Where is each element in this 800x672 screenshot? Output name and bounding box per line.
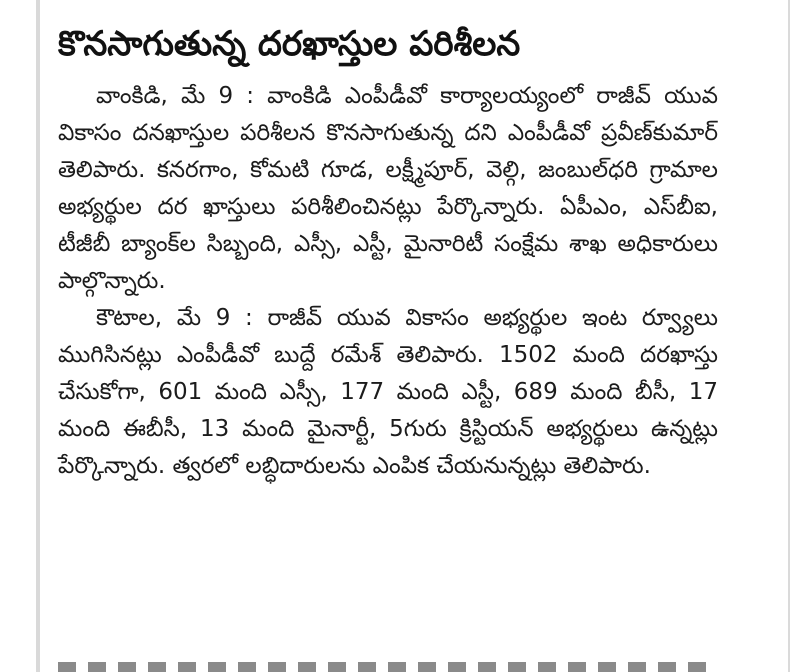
article-paragraph-kautala: కౌటాల, మే 9 : రాజీవ్ యువ వికాసం అభ్యర్థుల ఇంట ర్వ్యూలు ముగిసినట్లు ఎంపీడీవో బుద్దే రమేశ్ తెలిపారు. 1502 మంది దరఖాస్తు చేసుకోగా, 601 మంది ఎస్సీ, 177 మంది ఎస్టీ, 689 మంది బీసీ, 17 మంది ఈబీసీ, 13 మంది మైనార్టీ, 5గురు క్రిస్టియన్ అభ్యర్థులు ఉన్నట్లు పేర్కొన్నారు. త్వరలో లబ్ధిదారులను ఎంపిక చేయనున్నట్లు తెలిపారు. xyxy=(58,305,718,479)
left-column-rule xyxy=(36,0,40,672)
article-paragraph-vankidi: వాంకిడి, మే 9 : వాంకిడి ఎంపీడీవో కార్యాలయ్యంలో రాజీవ్ యువ వికాసం దనఖాస్తుల పరిశీలన కొనసాగుతున్న దని ఎంపీడీవో ప్రవీణ్‌కుమార్ తెలిపారు. కనరగాం, కోమటి గూడ, లక్ష్మీపూర్, వెల్గి, జంబుల్‌ధరి గ్రామాల అభ్యర్థుల దర ఖాస్తులు పరిశీలించినట్లు పేర్కొన్నారు. ఏపీఎం, ఎస్‌బీఐ, టీజీబీ బ్యాంక్‌ల సిబ్బంది, ఎస్సీ, ఎస్టీ, మైనారిటీ సంక్షేమ శాఖ అధికారులు పాల్గొన్నారు. xyxy=(58,83,718,294)
article-headline: కొనసాగుతున్న దరఖాస్తుల పరిశీలన xyxy=(58,24,521,64)
right-column-rule xyxy=(788,0,790,672)
cut-off-next-headline xyxy=(58,656,718,672)
news-article xyxy=(58,22,718,485)
